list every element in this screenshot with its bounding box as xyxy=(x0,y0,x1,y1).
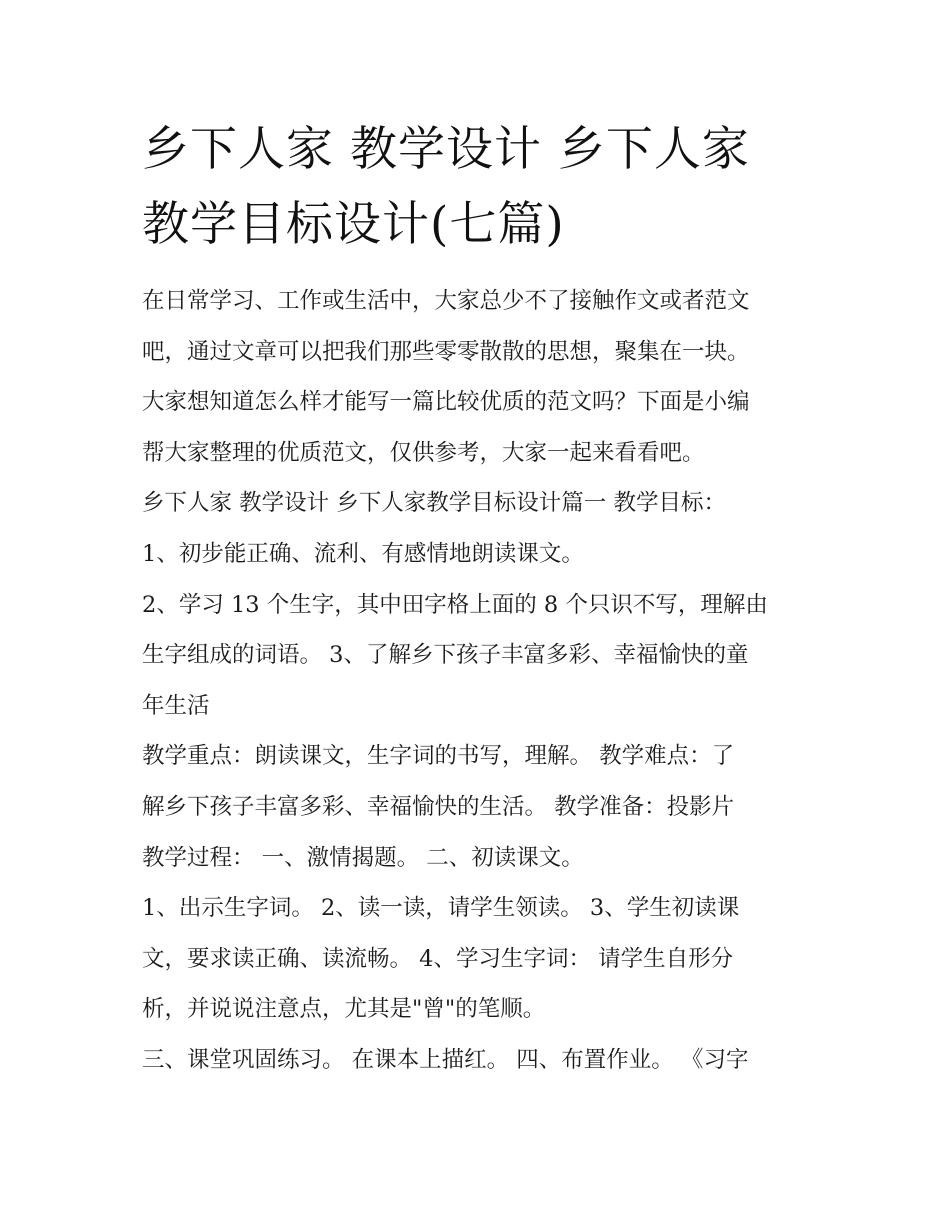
section-heading-line: 乡下人家 教学设计 乡下人家教学目标设计篇一 教学目标： xyxy=(142,490,726,517)
body-line: 吧，通过文章可以把我们那些零零散散的思想，聚集在一块。 xyxy=(142,338,750,365)
document-body xyxy=(142,276,822,1086)
body-line: 文，要求读正确、读流畅。 4、学习生字词： 请学生自形分 xyxy=(142,945,734,972)
title-line-2: 教学目标设计(七篇) xyxy=(142,197,565,252)
document-title xyxy=(142,112,842,262)
body-line: 解乡下孩子丰富多彩、幸福愉快的生活。 教学准备：投影片 xyxy=(142,793,735,820)
body-line: 在日常学习、工作或生活中，大家总少不了接触作文或者范文 xyxy=(142,288,750,314)
body-line: 析，并说说注意点，尤其是"曾"的笔顺。 xyxy=(142,996,546,1023)
title-line-1: 乡下人家 教学设计 乡下人家 xyxy=(142,122,750,177)
body-line: 年生活 xyxy=(142,692,210,719)
body-line: 教学过程： 一、激情揭题。 二、初读课文。 xyxy=(142,844,584,871)
body-line: 教学重点：朗读课文，生字词的书写，理解。 教学难点：了 xyxy=(142,743,735,770)
body-line: 生字组成的词语。 3、了解乡下孩子丰富多彩、幸福愉快的童 xyxy=(142,642,749,669)
body-line: 1、初步能正确、流利、有感情地朗读课文。 xyxy=(142,540,584,567)
body-line: 三、课堂巩固练习。 在课本上描红。 四、布置作业。 《习字 xyxy=(142,1046,749,1073)
body-line: 帮大家整理的优质范文，仅供参考，大家一起来看看吧。 xyxy=(142,439,705,466)
body-line: 2、学习 13 个生字，其中田字格上面的 8 个只识不写，理解由 xyxy=(142,591,768,618)
body-line: 大家想知道怎么样才能写一篇比较优质的范文吗？下面是小编 xyxy=(142,389,750,416)
body-line: 1、出示生字词。 2、读一读，请学生领读。 3、学生初读课 xyxy=(142,895,740,922)
